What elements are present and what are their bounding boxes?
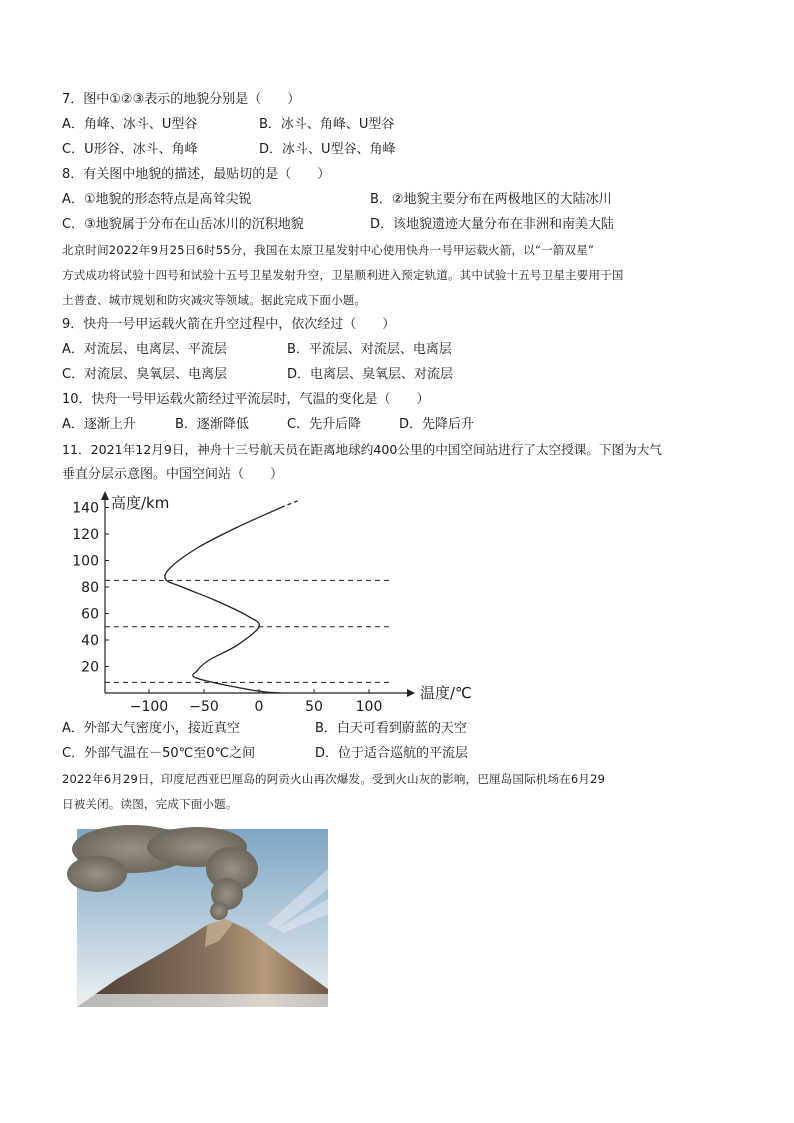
q8-stem: 8．有关图中地貌的描述，最贴切的是（ ） — [62, 167, 331, 182]
y-tick-label: 60 — [81, 606, 99, 623]
temperature-curve-dashed-extension — [281, 501, 298, 508]
y-tick-label: 80 — [81, 580, 99, 596]
q10-option-a: A．逐渐上升 — [62, 417, 136, 432]
x-tick-label: 100 — [355, 699, 383, 715]
passage1-line-2: 方式成功将试验十四号和试验十五号卫星发射升空，卫星顺利进入预定轨道。其中试验十五号卫星主要用于国 — [62, 268, 624, 282]
passage2-line-2: 日被关闭。读图，完成下面小题。 — [62, 797, 238, 811]
q11-option-b: B．白天可看到蔚蓝的天空 — [315, 721, 467, 736]
q9-option-a: A．对流层、电离层、平流层 — [62, 342, 227, 357]
q7-stem: 7．图中①②③表示的地貌分别是（ ） — [62, 92, 301, 107]
q11-stem-line-1: 11．2021年12月9日，神舟十三号航天员在距离地球约400公里的中国空间站进行了太空授课。下图为大气 — [62, 442, 662, 457]
q7-option-d: D．冰斗、U型谷、角峰 — [259, 142, 396, 157]
q9-option-c: C．对流层、臭氧层、电离层 — [62, 367, 228, 382]
q10-option-c: C．先升后降 — [287, 417, 362, 432]
y-tick-label: 140 — [72, 500, 99, 517]
q11-stem-line-2: 垂直分层示意图。中国空间站（ ） — [62, 467, 284, 482]
q8-option-b: B．②地貌主要分布在两极地区的大陆冰川 — [370, 192, 612, 207]
temperature-curve — [165, 508, 281, 694]
q9-stem: 9．快舟一号甲运载火箭在升空过程中，依次经过（ ） — [62, 317, 396, 332]
q7-option-c: C．U形谷、冰斗、角峰 — [62, 142, 198, 157]
y-axis-arrow — [101, 491, 109, 500]
passage1-line-1: 北京时间2022年9月25日6时55分，我国在太原卫星发射中心使用快舟一号甲运载火箭，以“一箭双星” — [62, 243, 595, 257]
x-tick-label: −50 — [189, 699, 219, 715]
q10-stem: 10．快舟一号甲运载火箭经过平流层时，气温的变化是（ ） — [62, 392, 430, 407]
x-axis-label: 温度/℃ — [420, 684, 472, 702]
x-tick-label: 0 — [254, 699, 264, 715]
passage2-line-1: 2022年6月29日，印度尼西亚巴厘岛的阿贡火山再次爆发。受到火山灰的影响，巴厘岛国际机场在6月29 — [62, 772, 606, 786]
y-tick-label: 40 — [81, 633, 99, 649]
q7-option-b: B．冰斗、角峰、U型谷 — [259, 117, 395, 132]
q7-option-a: A．角峰、冰斗、U型谷 — [62, 117, 198, 132]
q11-option-c: C．外部气温在－50℃至0℃之间 — [62, 746, 256, 761]
x-tick-label: −100 — [129, 699, 169, 715]
q10-option-b: B．逐渐降低 — [175, 417, 249, 432]
x-axis-arrow — [407, 689, 415, 697]
passage1-line-3: 土普查、城市规划和防灾减灾等领域。据此完成下面小题。 — [62, 293, 367, 307]
y-tick-label: 100 — [72, 553, 99, 570]
y-tick-label: 120 — [72, 527, 99, 543]
x-tick-label: 50 — [305, 699, 323, 715]
q11-option-d: D．位于适合巡航的平流层 — [315, 746, 469, 761]
q11-option-a: A．外部大气密度小，接近真空 — [62, 721, 240, 736]
q9-option-b: B．平流层、对流层、电离层 — [287, 342, 452, 357]
q9-option-d: D．电离层、臭氧层、对流层 — [287, 367, 454, 382]
q8-option-d: D．该地貌遗迹大量分布在非洲和南美大陆 — [370, 217, 615, 232]
volcano-eruption-image — [77, 829, 328, 1007]
q8-option-c: C．③地貌属于分布在山岳冰川的沉积地貌 — [62, 217, 304, 232]
y-axis-label: 高度/km — [111, 494, 170, 512]
y-tick-label: 20 — [81, 659, 99, 676]
atmosphere-profile-chart — [60, 488, 472, 716]
q8-option-a: A．①地貌的形态特点是高耸尖锐 — [62, 192, 252, 207]
q10-option-d: D．先降后升 — [399, 417, 475, 432]
